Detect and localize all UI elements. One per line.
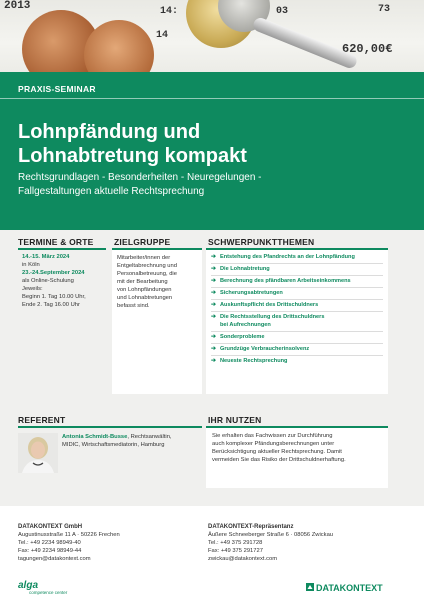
topic-item: ➔ Die Rechtsstellung des Drittschuldners bei Aufrechnungen: [211, 314, 325, 328]
zielgruppe-line: Personalbetreuung, die: [117, 271, 177, 277]
topic-divider: [211, 355, 383, 356]
coin-image: [84, 20, 154, 72]
zielgruppe-line: von Lohnpfändungen: [117, 287, 172, 293]
zielgruppe-line: und Lohnabtretungen: [117, 295, 173, 301]
hero-number: 14: [156, 30, 169, 41]
subtitle-line: Rechtsgrundlagen - Besonderheiten - Neuregelungen -: [18, 172, 262, 183]
hero-number: 03: [276, 6, 289, 17]
topic-divider: [211, 343, 383, 344]
arrow-icon: ➔: [211, 278, 217, 284]
topic-divider: [211, 331, 383, 332]
hero-number: 14:: [160, 6, 179, 17]
arrow-icon: ➔: [211, 254, 217, 260]
topic-item: ➔ Auskunftspflicht des Drittschuldners: [211, 302, 319, 308]
footer-tel: Tel.: +49 375 291728: [208, 540, 263, 546]
page-subtitle: [18, 171, 408, 199]
date-1: 14.-15. März 2024: [22, 254, 70, 260]
termine-details: [22, 253, 112, 309]
hero-number: 2013: [4, 0, 31, 12]
referent-text: [62, 433, 202, 449]
topic-item: ➔ Grundzüge Verbraucherinsolvenz: [211, 346, 310, 352]
date-2: 23.-24.September 2024: [22, 270, 85, 276]
hero-number: 73: [378, 4, 391, 15]
footer-street: Augustinusstraße 11 A · 50226 Frechen: [18, 532, 120, 538]
zielgruppe-line: Mitarbeiter/innen der: [117, 255, 171, 261]
alga-logo: alga: [18, 580, 39, 591]
zielgruppe-line: Entgeltabrechnung und: [117, 263, 177, 269]
footer-company: DATAKONTEXT-Repräsentanz: [208, 524, 294, 530]
topic-item: ➔ Berechnung des pfändbaren Arbeitseinkommens: [211, 278, 351, 284]
footer-fax: Fax: +49 375 291727: [208, 548, 263, 554]
topic-item: ➔ Sonderprobleme: [211, 334, 265, 340]
time-end: Ende 2. Tag 16.00 Uhr: [22, 302, 80, 308]
kicker-divider: [0, 98, 424, 99]
avatar: [18, 433, 58, 473]
zielgruppe-line: befasst sind.: [117, 303, 150, 309]
topic-item: ➔ Die Lohnabtretung: [211, 266, 270, 272]
nutzen-line: Berücksichtigung aktueller Rechtsprechung. Damit: [212, 449, 342, 455]
jeweils-label: Jeweils:: [22, 286, 43, 292]
footer-address-frechen: [18, 523, 208, 563]
datakontext-logo: DATAKONTEXT: [316, 583, 383, 593]
zielgruppe-heading: ZIELGRUPPE: [114, 237, 171, 247]
footer-fax: Fax: +49 2234 98949-44: [18, 548, 82, 554]
schwerpunkte-heading: SCHWERPUNKTTHEMEN: [208, 237, 315, 247]
arrow-icon: ➔: [211, 302, 217, 308]
footer-company: DATAKONTEXT GmbH: [18, 524, 83, 530]
referent-rule: [18, 426, 202, 428]
alga-logo-subtitle: competence center: [29, 590, 68, 595]
topic-divider: [211, 275, 383, 276]
subtitle-line: Fallgestaltungen aktuelle Rechtsprechung: [18, 186, 205, 197]
nutzen-heading: IHR NUTZEN: [208, 415, 262, 425]
topic-item: ➔ Neueste Rechtsprechung: [211, 358, 288, 364]
page-title: [18, 120, 408, 168]
arrow-icon: ➔: [211, 334, 217, 340]
termine-heading: TERMINE & ORTE: [18, 237, 94, 247]
topic-divider: [211, 299, 383, 300]
nutzen-line: Sie erhalten das Fachwissen zur Durchführung: [212, 433, 333, 439]
footer-email-link[interactable]: zwickau@datakontext.com: [208, 556, 278, 562]
termine-rule: [18, 248, 106, 250]
arrow-icon: ➔: [211, 346, 217, 352]
footer-address-zwickau: [208, 523, 408, 563]
footer-email-link[interactable]: tagungen@datakontext.com: [18, 556, 91, 562]
topic-divider: [211, 263, 383, 264]
datakontext-logo-icon: [306, 583, 314, 591]
place-2: als Online-Schulung: [22, 278, 74, 284]
referent-name: Antonia Schmidt-Busse: [62, 434, 128, 440]
referent-heading: REFERENT: [18, 415, 66, 425]
arrow-icon: ➔: [211, 266, 217, 272]
nutzen-text: [212, 432, 384, 464]
topic-item: ➔ Sicherungsabtretungen: [211, 290, 283, 296]
hero-number: 620,00€: [342, 42, 393, 56]
arrow-icon: ➔: [211, 290, 217, 296]
topic-divider: [211, 287, 383, 288]
title-line: Lohnpfändung und: [18, 121, 201, 143]
topic-divider: [211, 311, 383, 312]
arrow-icon: ➔: [211, 314, 217, 320]
place-1: in Köln: [22, 262, 40, 268]
title-line: Lohnabtretung kompakt: [18, 145, 247, 167]
referent-role: , Rechtsanwältin,: [127, 434, 172, 440]
kicker-label: PRAXIS-SEMINAR: [18, 84, 96, 94]
referent-role: MIDIC, Wirtschaftsmediatorin, Hamburg: [62, 442, 165, 448]
nutzen-line: auch komplexer Pfändungsberechnungen unter: [212, 441, 335, 447]
zielgruppe-line: mit der Bearbeitung: [117, 279, 168, 285]
time-start: Beginn 1. Tag 10.00 Uhr,: [22, 294, 86, 300]
topic-item: ➔ Entstehung des Pfandrechts an der Lohnpfändung: [211, 254, 355, 260]
zielgruppe-text: [117, 254, 201, 310]
hero-photo: [0, 0, 424, 72]
nutzen-line: vermeiden Sie das Risiko der Drittschuldnerhaftung.: [212, 457, 346, 463]
footer-tel: Tel.: +49 2234 98949-40: [18, 540, 81, 546]
arrow-icon: ➔: [211, 358, 217, 364]
footer-street: Äußere Schneeberger Straße 6 · 08056 Zwickau: [208, 532, 334, 538]
